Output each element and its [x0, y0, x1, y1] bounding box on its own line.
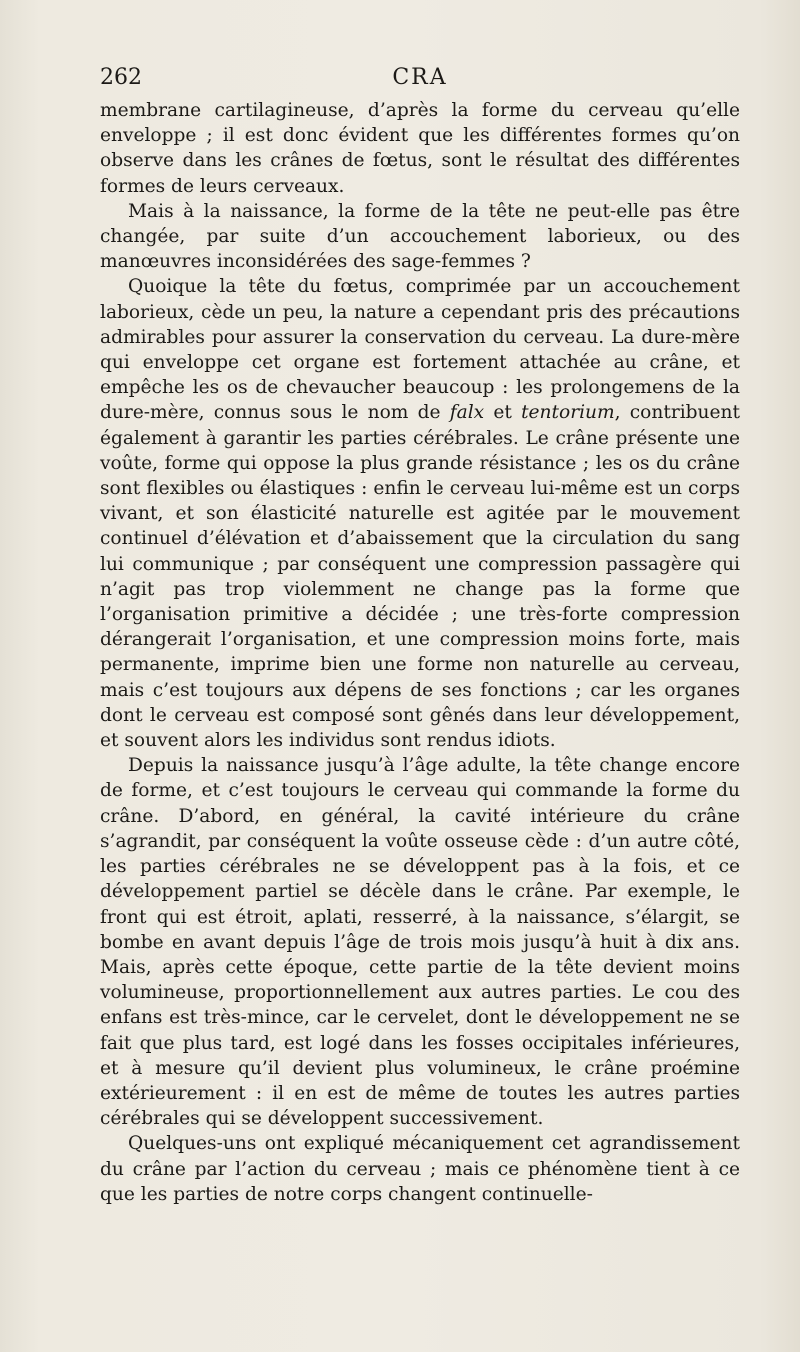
paragraph-2: [100, 199, 740, 275]
paragraph-1-text: membrane cartilagineuse, d’après la forme du cerveau qu’elle enveloppe ; il est donc évident que les différentes formes qu’on observe dans les crânes de fœtus, sont le résultat des différentes formes de leurs cerveaux.: [100, 100, 740, 197]
paragraph-1: [100, 98, 740, 199]
paragraph-3: [100, 274, 740, 753]
paragraph-2-text: Mais à la naissance, la forme de la tête ne peut-elle pas être changée, par suite d’un accouchement laborieux, ou des manœuvres inconsidérées des sage-femmes ?: [100, 200, 740, 273]
paragraph-5: [100, 1131, 740, 1207]
paragraph-5-text: Quelques-uns ont expliqué mécaniquement cet agrandissement du crâne par l’action du cerveau ; mais ce phénomène tient à ce que les parties de notre corps changent continuelle-: [100, 1133, 740, 1205]
paragraph-4: [100, 753, 740, 1131]
running-head: CRA: [392, 65, 448, 90]
body-text: [100, 98, 740, 1207]
paragraph-3-text-b: et: [484, 402, 522, 424]
paragraph-3-text-c: , contribuent également à garantir les parties cérébrales. Le crâne présente une voûte, forme qui oppose la plus grande résistance ; les os du crâne sont flexibles ou élastiques : enfin le cerveau lui-même est un corps vivant, et son élasticité naturelle est agitée par le mouvement continuel d’élévation et d’abaissement que la circulation du sang lui communique ; par conséquent une compression passagère qui n’agit pas trop violemment ne change pas la forme que l’organisation primitive a décidée ; une très-forte compression dérangerait l’organisation, et une compression moins forte, mais permanente, imprime bien une forme non naturelle au cerveau, mais c’est toujours aux dépens de ses fonctions ; car les organes dont le cerveau est composé sont gênés dans leur développement, et souvent alors les individus sont rendus idiots.: [100, 402, 740, 752]
paragraph-4-text: Depuis la naissance jusqu’à l’âge adulte, la tête change encore de forme, et c’est toujours le cerveau qui commande la forme du crâne. D’abord, en général, la cavité intérieure du crâne s’agrandit, par conséquent la voûte osseuse cède : d’un autre côté, les parties cérébrales ne se développent pas à la fois, et ce développement partiel se décèle dans le crâne. Par exemple, le front qui est étroit, aplati, resserré, à la naissance, s’élargit, se bombe en avant depuis l’âge de trois mois jusqu’à huit à dix ans. Mais, après cette époque, cette partie de la tête devient moins volumineuse, proportionnellement aux autres parties. Le cou des enfans est très-mince, car le cervelet, dont le développement ne se fait que plus tard, est logé dans les fosses occipitales inférieures, et à mesure qu’il devient plus volumineux, le crâne proémine extérieurement : il en est de même de toutes les autres parties cérébrales qui se développent successivement.: [100, 755, 740, 1130]
page-header: [100, 64, 740, 96]
term-tentorium: tentorium: [521, 402, 615, 424]
paragraph-3-text-a: Quoique la tête du fœtus, comprimée par un accouchement laborieux, cède un peu, la nature a cependant pris des précautions admirables pour assurer la conservation du cerveau. La dure-mère qui enveloppe cet organe est fortement attachée au crâne, et empêche les os de chevaucher beaucoup : les prolongemens de la dure-mère, connus sous le nom de: [100, 276, 740, 424]
term-falx: falx: [449, 402, 485, 424]
page-number: 262: [100, 65, 142, 90]
